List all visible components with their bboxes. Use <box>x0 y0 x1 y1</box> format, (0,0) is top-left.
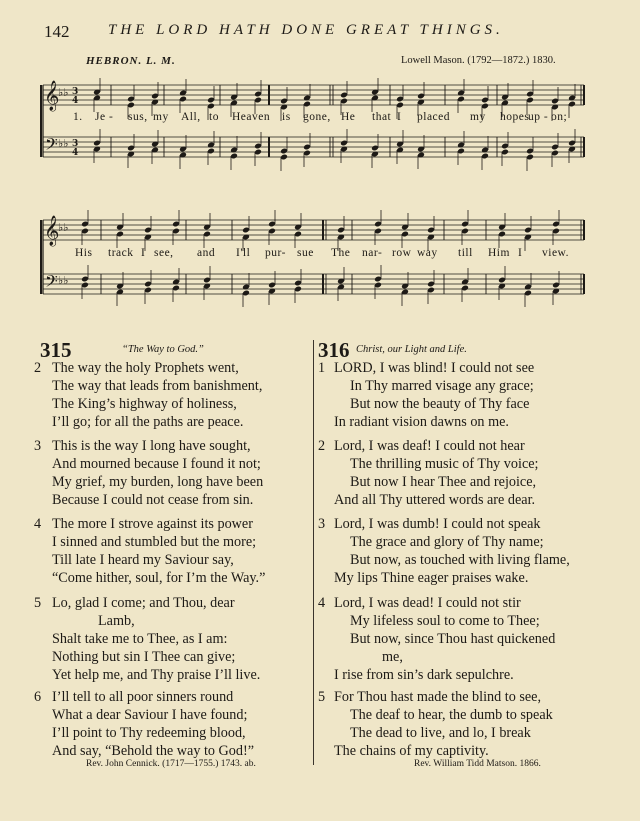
lyric-syllable: I'll <box>236 247 251 259</box>
lyric-syllable: see, <box>154 247 174 259</box>
hymn-line: Lord, I was deaf! I could not hear <box>334 438 525 454</box>
lyric-syllable: is <box>282 111 291 123</box>
lyric-syllable: He <box>341 111 356 123</box>
hymn-line: Because I could not cease from sin. <box>52 492 254 508</box>
lyric-syllable: sus, <box>128 111 148 123</box>
tune-name: HEBRON. L. M. <box>86 55 176 67</box>
hymn-line: The grace and glory of Thy name; <box>350 534 544 550</box>
treble-clef: 𝄞 <box>44 216 60 246</box>
lyric-syllable: till <box>458 247 473 259</box>
treble-clef: 𝄞 <box>44 81 60 111</box>
hymn-line: Lo, glad I come; and Thou, dear <box>52 595 235 611</box>
hymn-315-number: 315 <box>40 338 72 362</box>
hymn-line: But now I hear Thee and rejoice, <box>350 474 537 490</box>
hymn-line: I rise from sin’s dark sepulchre. <box>334 667 514 683</box>
lyric-syllable: to <box>209 111 219 123</box>
stanza-number: 4 <box>34 516 42 532</box>
key-signature: ♭♭ <box>58 86 69 99</box>
hymn-line: But now, since Thou hast quickened <box>350 631 556 647</box>
hymn-line: The way that leads from banishment, <box>52 378 263 394</box>
stanza-number: 5 <box>318 689 326 705</box>
tune-composer: Lowell Mason. (1792—1872.) 1830. <box>401 55 556 66</box>
hymn-line: This is the way I long have sought, <box>52 438 251 454</box>
key-signature: ♭♭ <box>58 274 69 287</box>
stanza-number: 3 <box>34 438 42 454</box>
lyric-syllable: and <box>197 247 216 259</box>
hymn-line: But now, as touched with living flame, <box>350 552 570 568</box>
stanza-number: 1 <box>318 360 326 376</box>
hymn-line: I sinned and stumbled but the more; <box>52 534 257 550</box>
lyric-syllable: track <box>108 247 134 259</box>
hymn-line: What a dear Saviour I have found; <box>52 707 248 723</box>
hymn-line: The way the holy Prophets went, <box>52 360 239 376</box>
hymn-line: I’ll tell to all poor sinners round <box>52 689 234 705</box>
stanza-number: 2 <box>34 360 42 376</box>
lyric-syllable: hopes <box>500 111 530 123</box>
time-signature: 3 <box>72 139 79 149</box>
hymn-line: And say, “Behold the way to God!” <box>52 743 254 759</box>
lyric-syllable: Him <box>488 247 510 259</box>
hymn-line: I’ll go; for all the paths are peace. <box>52 414 244 430</box>
page-number: 142 <box>44 22 70 41</box>
hymn-line: LORD, I was blind! I could not see <box>334 360 535 376</box>
lyric-syllable: way <box>417 247 438 259</box>
lyric-syllable: The <box>331 247 351 259</box>
hymn-line: In radiant vision dawns on me. <box>334 414 509 430</box>
column-divider <box>313 340 314 765</box>
hymn-line: Lamb, <box>98 613 135 629</box>
hymn-line: The deaf to hear, the dumb to speak <box>350 707 553 723</box>
lyric-syllable: view. <box>542 247 569 259</box>
hymn-line: Shalt take me to Thee, as I am: <box>52 631 228 647</box>
hymn-line: In Thy marred visage any grace; <box>350 378 534 394</box>
key-signature: ♭♭ <box>58 221 69 234</box>
lyric-syllable: sue <box>297 247 314 259</box>
hymn-line: My lips Thine eager praises wake. <box>334 570 529 586</box>
hymn-line: Nothing but sin I Thee can give; <box>52 649 236 665</box>
lyric-syllable: I <box>518 247 523 259</box>
time-signature: 4 <box>72 148 79 158</box>
lyric-syllable: my <box>470 111 486 123</box>
hymn-line: For Thou hast made the blind to see, <box>334 689 542 705</box>
lyric-syllable: Heaven <box>232 111 271 123</box>
lyric-syllable: I <box>141 247 146 259</box>
lyric-syllable: nar- <box>362 247 383 259</box>
hymn-line: me, <box>382 649 403 665</box>
hymn-line: Yet help me, and Thy praise I’ll live. <box>52 667 261 683</box>
stanza-number: 5 <box>34 595 42 611</box>
hymn-line: “Come hither, soul, for I’m the Way.” <box>52 570 266 586</box>
hymn-316-title: Christ, our Light and Life. <box>356 344 467 355</box>
hymn-line: Lord, I was dead! I could not stir <box>334 595 521 611</box>
lyric-syllable: row <box>392 247 412 259</box>
lyric-syllable: gone, <box>303 111 331 123</box>
hymn-315-credit: Rev. John Cennick. (1717—1755.) 1743. ab. <box>86 759 256 769</box>
running-head: THE LORD HATH DONE GREAT THINGS. <box>108 22 504 38</box>
hymn-line: I’ll point to Thy redeeming blood, <box>52 725 246 741</box>
lyric-syllable: All, <box>181 111 201 123</box>
lyric-syllable: His <box>75 247 93 259</box>
stanza-number: 4 <box>318 595 326 611</box>
hymn-line: And all Thy uttered words are dear. <box>334 492 536 508</box>
time-signature: 3 <box>72 87 79 97</box>
lyric-syllable: my <box>153 111 169 123</box>
hymn-line: Till late I heard my Saviour say, <box>52 552 234 568</box>
lyric-syllable: pur- <box>265 247 286 259</box>
lyric-syllable: I <box>397 111 402 123</box>
hymn-line: The dead to live, and lo, I break <box>350 725 531 741</box>
bass-clef: 𝄢 <box>45 271 58 295</box>
hymn-line: My lifeless soul to come to Thee; <box>350 613 540 629</box>
hymn-line: The more I strove against its power <box>52 516 253 532</box>
hymn-316-credit: Rev. William Tidd Matson. 1866. <box>414 759 541 769</box>
hymn-315-title: “The Way to God.” <box>122 344 204 355</box>
time-signature: 4 <box>72 96 79 106</box>
hymn-line: Lord, I was dumb! I could not speak <box>334 516 541 532</box>
lyric-syllable: Je - <box>95 111 114 123</box>
stanza-number: 2 <box>318 438 326 454</box>
lyric-syllable: on; <box>551 111 568 123</box>
hymn-line: The thrilling music of Thy voice; <box>350 456 539 472</box>
stanza-number: 3 <box>318 516 326 532</box>
verse-number: 1. <box>73 111 83 123</box>
hymn-line: My grief, my burden, long have been <box>52 474 264 490</box>
bass-clef: 𝄢 <box>45 134 58 158</box>
hymn-line: And mourned because I found it not; <box>52 456 261 472</box>
hymn-line: But now the beauty of Thy face <box>350 396 530 412</box>
hymn-line: The chains of my captivity. <box>334 743 489 759</box>
stanza-number: 6 <box>34 689 42 705</box>
lyric-syllable: up - <box>528 111 549 123</box>
key-signature: ♭♭ <box>58 137 69 150</box>
lyric-syllable: that <box>372 111 392 123</box>
hymn-316-number: 316 <box>318 338 350 362</box>
hymn-line: The King’s highway of holiness, <box>52 396 237 412</box>
lyric-syllable: placed <box>417 111 451 123</box>
